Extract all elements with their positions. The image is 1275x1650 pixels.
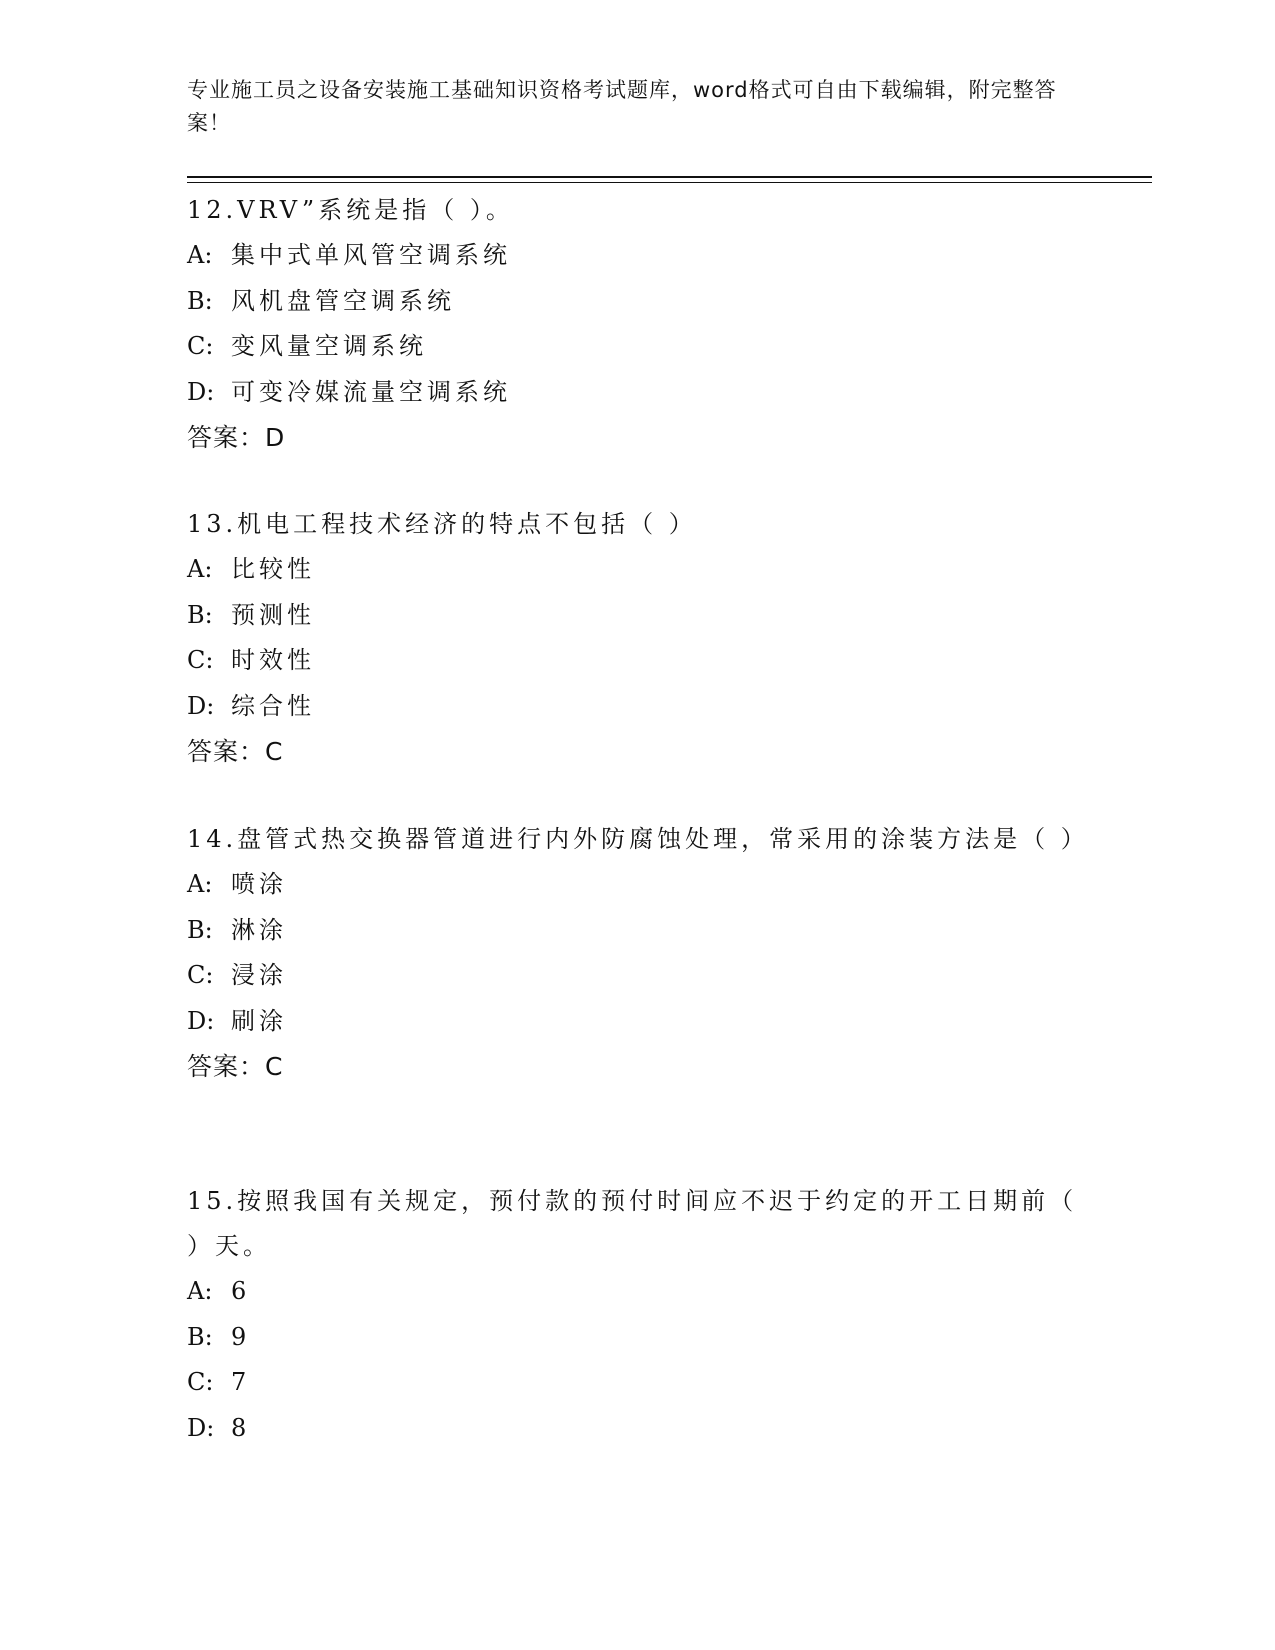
option-text: 比较性 xyxy=(231,555,315,583)
option-c xyxy=(187,324,1087,370)
option-letter: C: xyxy=(187,1368,214,1396)
option-text: 集中式单风管空调系统 xyxy=(231,241,511,269)
option-letter: B: xyxy=(187,286,213,315)
option-letter: C: xyxy=(187,961,214,989)
header-rule-thin xyxy=(187,182,1152,183)
option-c xyxy=(187,638,1087,684)
option-a xyxy=(187,547,1087,593)
option-a xyxy=(187,862,1087,908)
option-letter: D: xyxy=(187,1006,215,1035)
option-b xyxy=(187,593,1087,639)
option-letter: B: xyxy=(187,600,213,629)
option-text: 6 xyxy=(231,1277,251,1305)
question-stem: 12.VRV”系统是指（ ）。 xyxy=(187,196,514,224)
option-c xyxy=(187,953,1087,999)
question-stem: 14.盘管式热交换器管道进行内外防腐蚀处理，常采用的涂装方法是（ ） xyxy=(187,825,1089,853)
option-d xyxy=(187,1406,1087,1452)
option-letter: C: xyxy=(187,646,214,674)
header-rule-thick xyxy=(187,176,1152,178)
option-letter: A: xyxy=(187,870,213,898)
question-15 xyxy=(187,1179,1087,1451)
option-letter: D: xyxy=(187,691,215,720)
option-d xyxy=(187,999,1087,1045)
question-12 xyxy=(187,188,1087,460)
option-a xyxy=(187,1269,1087,1315)
option-text: 7 xyxy=(231,1368,251,1396)
option-text: 时效性 xyxy=(231,646,315,674)
option-letter: B: xyxy=(187,915,213,944)
option-b xyxy=(187,908,1087,954)
option-text: 淋涂 xyxy=(231,915,287,944)
option-d xyxy=(187,370,1087,416)
option-text: 变风量空调系统 xyxy=(231,332,427,360)
option-d xyxy=(187,684,1087,730)
option-letter: C: xyxy=(187,332,214,360)
option-c xyxy=(187,1360,1087,1406)
option-letter: D: xyxy=(187,377,215,406)
option-a xyxy=(187,233,1087,279)
option-letter: A: xyxy=(187,555,213,583)
option-letter: A: xyxy=(187,1277,213,1305)
page-header: 专业施工员之设备安装施工基础知识资格考试题库，word格式可自由下载编辑，附完整答案！ xyxy=(187,78,1057,135)
question-13 xyxy=(187,502,1087,774)
option-text: 9 xyxy=(231,1322,251,1351)
option-b xyxy=(187,1315,1087,1361)
question-stem: 13.机电工程技术经济的特点不包括（ ） xyxy=(187,510,697,538)
answer-line: 答案：C xyxy=(187,737,284,766)
option-text: 刷涂 xyxy=(231,1006,287,1035)
option-b xyxy=(187,279,1087,325)
option-text: 可变冷媒流量空调系统 xyxy=(231,377,511,406)
option-text: 8 xyxy=(231,1413,251,1442)
option-text: 预测性 xyxy=(231,600,315,629)
option-text: 风机盘管空调系统 xyxy=(231,286,455,315)
option-text: 综合性 xyxy=(231,691,315,720)
option-letter: B: xyxy=(187,1322,213,1351)
question-stem: 15.按照我国有关规定，预付款的预付时间应不迟于约定的开工日期前（ ）天。 xyxy=(187,1187,1078,1260)
option-letter: A: xyxy=(187,241,213,269)
answer-line: 答案：C xyxy=(187,1052,284,1081)
option-text: 浸涂 xyxy=(231,961,287,989)
option-text: 喷涂 xyxy=(231,870,287,898)
question-14 xyxy=(187,817,1087,1089)
answer-line: 答案：D xyxy=(187,423,286,452)
option-letter: D: xyxy=(187,1413,215,1442)
